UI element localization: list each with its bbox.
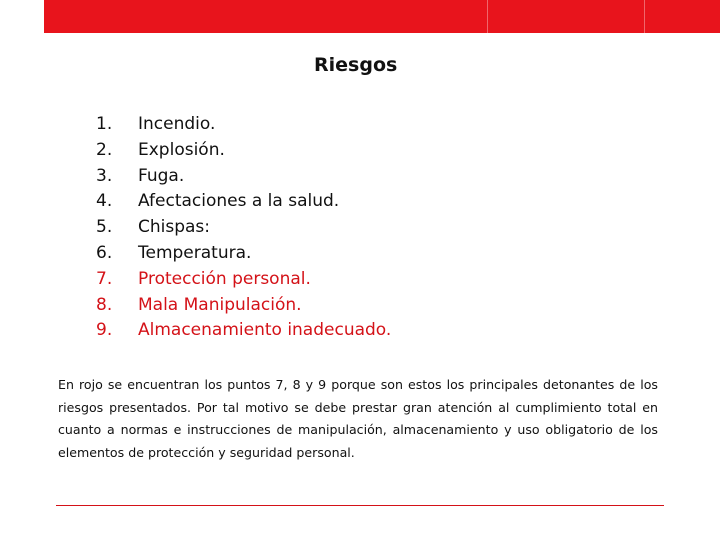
risk-text: Mala Manipulación.	[138, 294, 302, 315]
risk-text: Temperatura.	[138, 242, 252, 263]
top-banner	[44, 0, 720, 33]
banner-divider	[644, 0, 645, 33]
bottom-divider	[56, 505, 664, 506]
risk-number: 1.	[96, 114, 113, 134]
risk-number: 7.	[96, 268, 113, 289]
risk-text: Incendio.	[138, 114, 216, 134]
explanatory-note: En rojo se encuentran los puntos 7, 8 y 9 porque son estos los principales detonantes de los riesgos presentados. Por tal motivo se debe prestar gran atención al cumplimiento total en cuanto a normas e instrucciones de manipulación, almacenamiento y uso obligatorio de los elementos de protección y seguridad personal.	[58, 377, 658, 460]
risk-number: 6.	[96, 242, 113, 263]
risk-text: Almacenamiento inadecuado.	[138, 320, 392, 341]
risk-list	[96, 112, 391, 344]
risk-text: Fuga.	[138, 165, 185, 186]
slide-title: Riesgos	[314, 54, 398, 76]
risk-item	[96, 138, 391, 164]
risk-item	[96, 215, 391, 241]
risk-item	[96, 164, 391, 190]
risk-item	[96, 293, 391, 319]
risk-number: 9.	[96, 320, 113, 341]
risk-item	[96, 267, 391, 293]
risk-item	[96, 112, 391, 138]
risk-text: Explosión.	[138, 139, 225, 160]
risk-text: Protección personal.	[138, 268, 311, 289]
risk-text: Chispas:	[138, 217, 211, 238]
risk-number: 2.	[96, 139, 113, 160]
banner-divider	[487, 0, 488, 33]
risk-number: 8.	[96, 294, 113, 315]
risk-number: 5.	[96, 217, 113, 238]
risk-number: 3.	[96, 165, 113, 186]
risk-number: 4.	[96, 191, 113, 212]
risk-text: Afectaciones a la salud.	[138, 191, 340, 212]
risk-item	[96, 189, 391, 215]
risk-item	[96, 241, 391, 267]
risk-item	[96, 318, 391, 344]
